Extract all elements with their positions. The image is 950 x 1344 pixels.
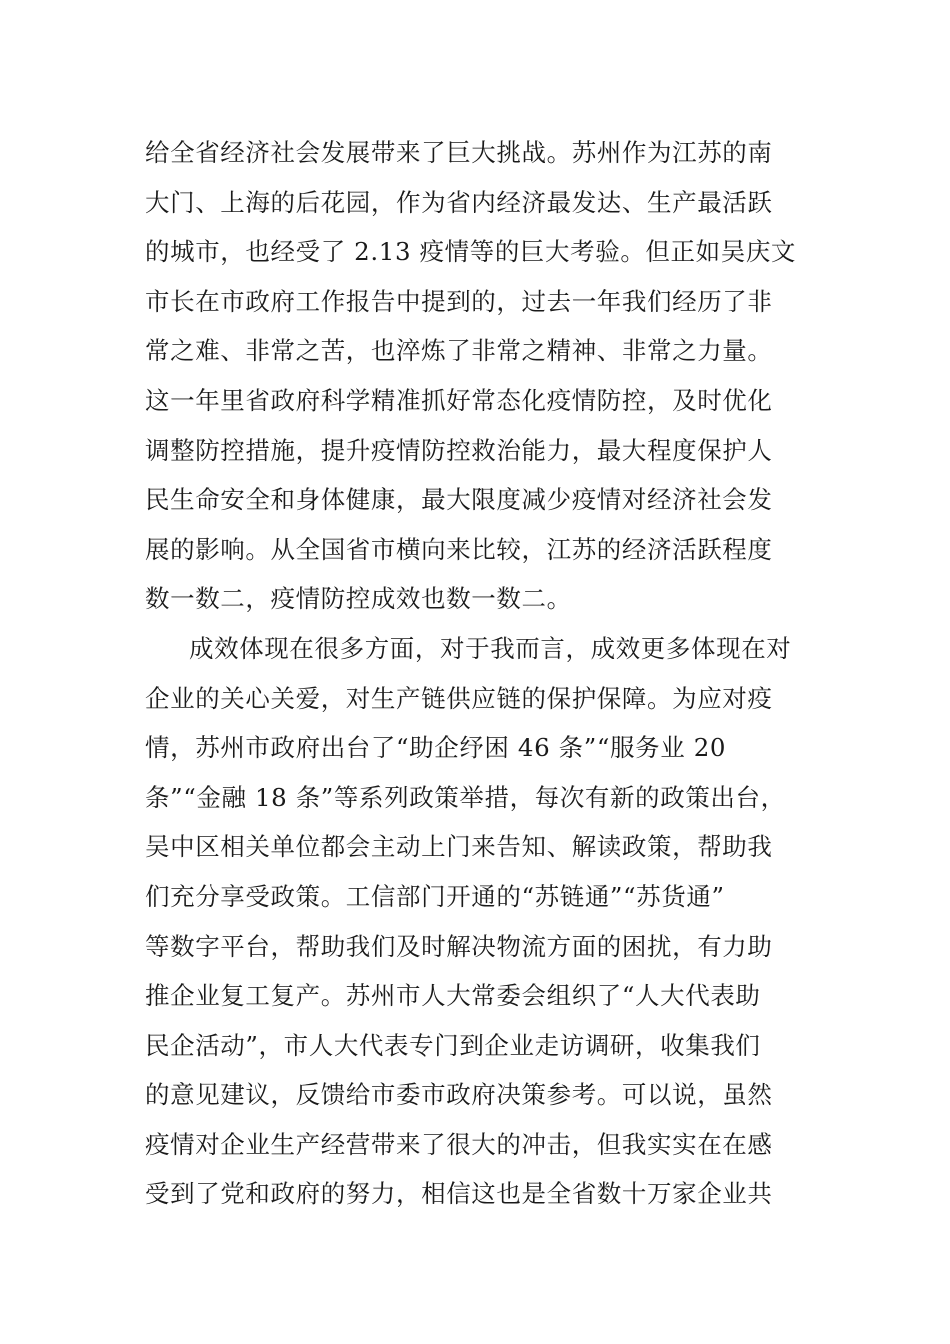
text-line: 受到了党和政府的努力，相信这也是全省数十万家企业共 bbox=[145, 1179, 773, 1209]
text-line: 疫情对企业生产经营带来了很大的冲击，但我实实在在感 bbox=[145, 1129, 773, 1159]
text-line: 数一数二，疫情防控成效也数一数二。 bbox=[145, 584, 572, 614]
text-line: 吴中区相关单位都会主动上门来告知、解读政策，帮助我 bbox=[145, 832, 773, 862]
text-line: 的城市，也经受了 2.13 疫情等的巨大考验。但正如吴庆文 bbox=[145, 237, 797, 267]
text-line: 给全省经济社会发展带来了巨大挑战。苏州作为江苏的南 bbox=[145, 138, 773, 167]
text-line: 们充分享受政策。工信部门开通的“苏链通”“苏货通” bbox=[145, 881, 725, 911]
text-line: 市长在市政府工作报告中提到的，过去一年我们经历了非 bbox=[145, 286, 773, 316]
document-page bbox=[145, 128, 815, 1219]
text-line: 条”“金融 18 条”等系列政策举措，每次有新的政策出台， bbox=[145, 782, 786, 812]
text-line: 展的影响。从全国省市横向来比较，江苏的经济活跃程度 bbox=[145, 534, 773, 564]
text-line: 这一年里省政府科学精准抓好常态化疫情防控，及时优化 bbox=[145, 385, 773, 415]
text-line: 调整防控措施，提升疫情防控救治能力，最大程度保护人 bbox=[145, 435, 773, 465]
text-line: 情，苏州市政府出台了“助企纾困 46 条”“服务业 20 bbox=[145, 733, 727, 763]
text-line: 企业的关心关爱，对生产链供应链的保护保障。为应对疫 bbox=[145, 683, 773, 713]
text-line: 的意见建议，反馈给市委市政府决策参考。可以说，虽然 bbox=[145, 1080, 773, 1110]
paragraph-2 bbox=[145, 624, 815, 1219]
text-line: 民企活动”，市人大代表专门到企业走访调研，收集我们 bbox=[145, 1030, 761, 1060]
text-line: 大门、上海的后花园，作为省内经济最发达、生产最活跃 bbox=[145, 187, 773, 217]
text-line: 成效体现在很多方面，对于我而言，成效更多体现在对 bbox=[189, 633, 792, 663]
text-line: 民生命安全和身体健康，最大限度减少疫情对经济社会发 bbox=[145, 485, 773, 515]
text-line: 等数字平台，帮助我们及时解决物流方面的困扰，有力助 bbox=[145, 931, 773, 961]
text-line: 推企业复工复产。苏州市人大常委会组织了“人大代表助 bbox=[145, 981, 761, 1011]
paragraph-1 bbox=[145, 128, 815, 624]
text-line: 常之难、非常之苦，也淬炼了非常之精神、非常之力量。 bbox=[145, 336, 773, 366]
